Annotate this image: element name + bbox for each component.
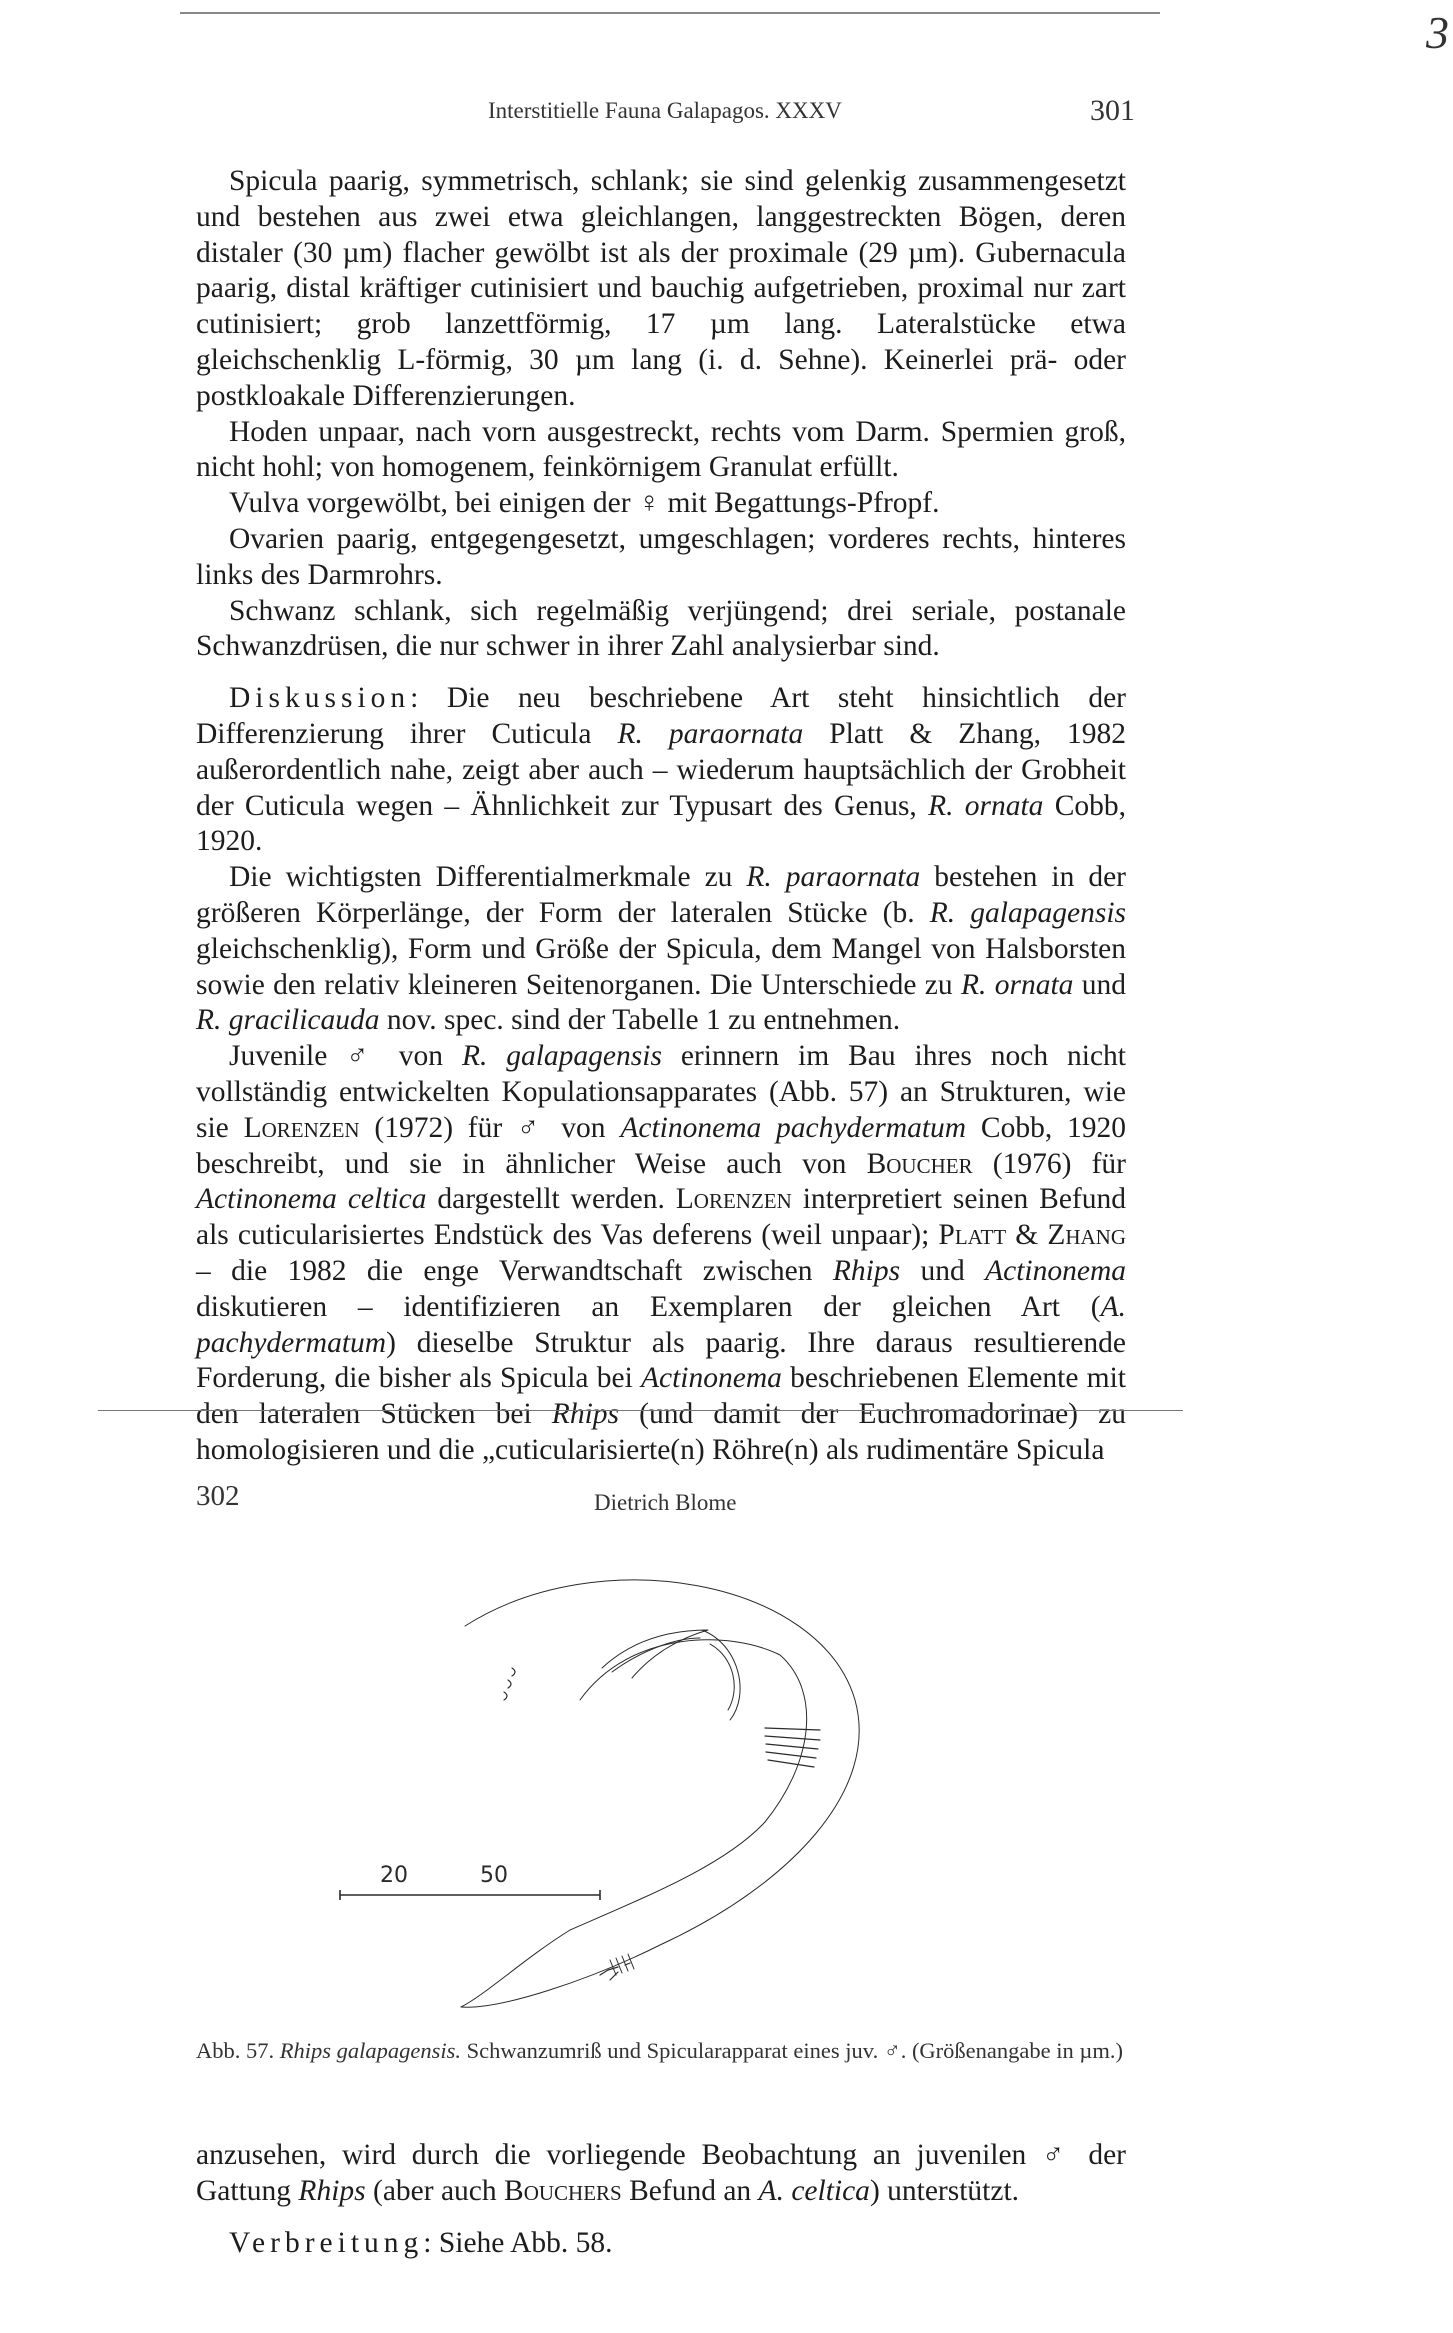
text-run: Juvenile ♂ von [229,1040,462,1073]
paragraph [196,415,1126,487]
taxon-name: Actinonema celtica [196,1183,427,1216]
text-run: Cobb, 1920 beschreibt, und sie in ähnlicher Weise auch von [196,1111,1127,1180]
section-heading: Diskussion [229,682,411,715]
author-name: Lorenzen [243,1111,360,1144]
text-run: anzusehen, wird durch die vorliegende Beobachtung an juvenilen ♂ der Gattung [196,2139,1126,2207]
corner-mark: 3 [1426,7,1449,58]
taxon-name: Rhips [551,1398,619,1431]
page-number-302: 302 [196,1480,240,1512]
lateral-piece-stripes [765,1728,820,1767]
page-302-text [196,2138,1126,2261]
taxon-name: Rhips [832,1254,901,1287]
author-name: Platt & Zhang [938,1219,1127,1252]
taxon-name: Actinonema pachydermatum [620,1111,967,1144]
body-outline-inner [461,1640,807,2007]
body-outline-outer [461,1580,859,2007]
small-curl-2 [508,1680,511,1688]
text-run: Ovarien paarig, entgegengesetzt, umgeschlagen; vorderes rechts, hinteres links des Darmrohrs. [196,522,1126,591]
taxon-name: R. gracilicauda [196,1004,380,1037]
text-run: gleichschenklig), Form und Größe der Spicula, dem Mangel von Halsborsten sowie den relativ kleineren Seitenorganen. Die Unterschiede zu [196,932,1126,1001]
paragraph [196,594,1126,666]
taxon-name: R. ornata [960,968,1074,1001]
scale-label-50: 50 [480,1863,508,1888]
taxon-name: Rhips [298,2174,366,2207]
tail-inner-stripes [610,1954,634,1975]
text-run: (aber auch [365,2174,505,2207]
figure-57 [380,1560,880,2030]
paragraph [196,164,1126,415]
text-run: : Die neu beschriebene Art steht hinsichtlich der Differenzierung ihrer Cuticula [196,682,1126,750]
section-heading: Verbreitung [229,2226,424,2259]
spicule-tip [702,1630,740,1720]
paragraph [196,860,1126,1039]
text-run: und [1073,968,1126,1001]
paragraph [196,486,1126,522]
taxon-name: R. paraornata [617,717,804,750]
text-run: nov. spec. sind der Tabelle 1 zu entnehmen. [379,1004,901,1037]
paragraph [196,1039,1126,1469]
paragraph [196,2226,1126,2262]
top-scan-rule [180,12,1160,14]
text-run: (1976) für [972,1147,1126,1180]
small-curl-3 [504,1692,507,1700]
text-run: beschriebenen Elemente mit den lateralen Stücken bei [196,1362,1126,1431]
text-run: interpretiert seinen Befund als cuticularisiertes Endstück des Vas deferens (weil unpaar); [196,1183,1126,1252]
spicule-outline [602,1630,708,1678]
text-run: Schwanzumriß und Spicularapparat eines juv. ♂. (Größenangabe in µm.) [461,2038,1123,2063]
page-301-text [196,164,1126,1469]
page-number-301: 301 [1090,94,1135,127]
author-name: Lorenzen [675,1183,792,1216]
scale-label-20: 20 [380,1863,408,1888]
small-curl-1 [512,1668,515,1676]
text-run: Vulva vorgewölbt, bei einigen der ♀ mit Begattungs-Pfropf. [229,487,940,520]
text-run: ) unterstützt. [869,2174,1020,2207]
taxon-name: R. galapagensis [929,896,1126,929]
paragraph [196,681,1126,860]
text-run: dargestellt werden. [426,1183,676,1216]
text-run: bestehen in der größeren Körperlänge, der Form der lateralen Stücke (b. [196,861,1126,929]
text-run: Cobb, 1920. [196,789,1126,858]
taxon-name: A. pachydermatum [196,1290,1126,1359]
text-run: – die 1982 die enge Verwandtschaft zwischen [196,1254,833,1287]
taxon-name: Actinonema [641,1362,782,1395]
figure-caption [196,2036,1126,2065]
text-run: und [900,1254,986,1287]
text-run: erinnern im Bau ihres noch nicht vollständig entwickelten Kopulationsapparates (Abb. 57) an Strukturen, wie sie [196,1040,1126,1144]
text-run: Hoden unpaar, nach vorn ausgestreckt, rechts vom Darm. Spermien groß, nicht hohl; von homogenem, feinkörnigem Granulat erfüllt. [196,415,1126,484]
text-run: Befund an [621,2174,759,2207]
paragraph [196,522,1126,594]
text-run: Platt & Zhang, 1982 außerordentlich nahe, zeigt aber auch – wiederum hauptsächlich der Grobheit der Cuticula wegen – Ähnlichkeit zur Typusart des Genus, [196,717,1126,822]
text-run: (und damit der Euchromadorinae) zu homologisieren und die „cuticularisierte(n) Röhre(n) als rudimentäre Spicula [196,1398,1126,1466]
author-name: Boucher [866,1147,973,1180]
text-run: ) dieselbe Struktur als paarig. Ihre daraus resultierende Forderung, die bisher als Spicula bei [196,1326,1126,1395]
author-name: Bouchers [504,2174,622,2207]
text-run: diskutieren – identifizieren an Exemplaren der gleichen Art ( [196,1290,1101,1323]
text-run: (1972) für ♂ von [359,1111,621,1144]
text-run: Die wichtigsten Differentialmerkmale zu [229,861,747,894]
taxon-name: A. celtica [758,2174,870,2207]
paragraph [196,2138,1126,2210]
running-head-302: Dietrich Blome [594,1490,737,1515]
text-run: Spicula paarig, symmetrisch, schlank; sie sind gelenkig zusammengesetzt und bestehen aus zwei etwa gleichlangen, langgestreckten Bögen, deren distaler (30 µm) flacher gewölbt ist als der proximale (29 µm). Gubernacula paarig, distal kräftiger cutinisiert und bauchig aufgetrieben, proximal nur zart cutinisiert; grob lanzettförmig, 17 µm lang. Lateralstücke etwa gleichschenklig L-förmig, 30 µm lang (i. d. Sehne). Keinerlei prä- oder postkloakale Differenzierungen. [196,165,1126,412]
taxon-name: R. galapagensis [461,1040,662,1073]
text-run: : Siehe Abb. 58. [423,2226,613,2259]
taxon-name: Actinonema [985,1254,1127,1287]
taxon-name: R. ornata [928,789,1044,822]
text-run: Abb. 57. [196,2038,280,2063]
scale-bar [340,1890,600,1900]
taxon-name: R. paraornata [746,861,921,894]
taxon-name: Rhips galapagensis. [279,2038,462,2063]
running-head-301: Interstitielle Fauna Galapagos. XXXV [488,98,842,123]
text-run: Schwanz schlank, sich regelmäßig verjüngend; drei seriale, postanale Schwanzdrüsen, die nur schwer in ihrer Zahl analysierbar sind. [196,594,1126,663]
page-divider [98,1410,1183,1411]
